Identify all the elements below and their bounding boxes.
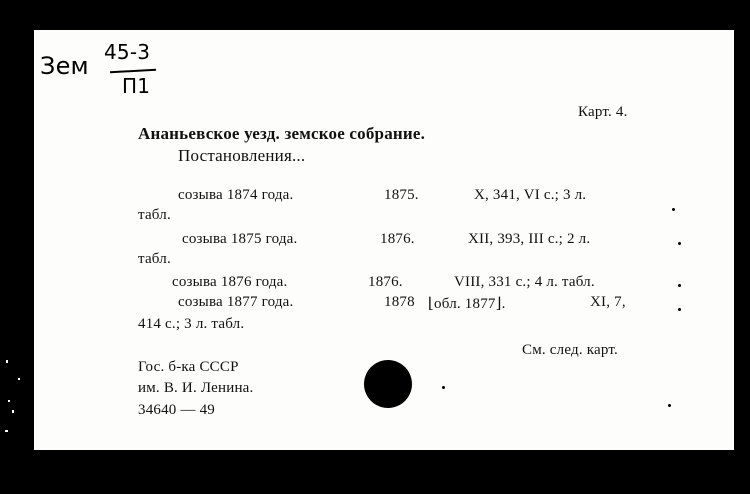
entry-year: 1875.	[384, 187, 419, 203]
library-dedication: им. В. И. Ленина.	[138, 380, 254, 396]
edge-speck	[5, 430, 8, 432]
entry-continuation: табл.	[138, 207, 171, 223]
entry-details: VIII, 331 с.; 4 л. табл.	[454, 274, 595, 290]
handwritten-prefix: Зем	[40, 52, 89, 80]
stray-mark	[442, 386, 445, 389]
card-number: Карт. 4.	[578, 104, 628, 120]
entry-year: 1876.	[380, 231, 415, 247]
handwritten-fraction-line	[110, 69, 156, 73]
entry-session: созыва 1877 года.	[178, 294, 294, 310]
edge-speck	[8, 400, 10, 402]
entry-year: 1878	[384, 294, 415, 310]
edge-speck	[18, 378, 20, 380]
entry-continuation: 414 с.; 3 л. табл.	[138, 316, 245, 332]
stray-mark	[678, 242, 681, 245]
entry-details: XII, 393, III с.; 2 л.	[468, 231, 591, 247]
stray-mark	[668, 404, 671, 407]
entry-continuation: табл.	[138, 251, 171, 267]
entry-session: созыва 1875 года.	[182, 231, 298, 247]
card-heading: Ананьевское уезд. земское собрание.	[138, 124, 426, 143]
entry-year: 1876.	[368, 274, 403, 290]
edge-speck	[6, 360, 8, 363]
card-subheading: Постановления...	[178, 146, 306, 165]
stray-mark	[678, 308, 681, 311]
entry-bracket-note: ⌊обл. 1877⌋.	[428, 296, 506, 312]
edge-speck	[12, 410, 14, 413]
punch-hole	[364, 360, 412, 408]
handwritten-numerator: 45-3	[104, 40, 151, 64]
stray-mark	[672, 208, 675, 211]
entry-session: созыва 1876 года.	[172, 274, 288, 290]
catalog-card	[34, 30, 734, 450]
see-next-card: См. след. карт.	[522, 342, 618, 358]
entry-session: созыва 1874 года.	[178, 187, 294, 203]
stray-mark	[678, 284, 681, 287]
handwritten-denominator: П1	[122, 74, 151, 98]
entry-details: XI, 7,	[590, 294, 626, 310]
entry-details: X, 341, VI с.; 3 л.	[474, 187, 587, 203]
library-name: Гос. б-ка СССР	[138, 359, 239, 375]
library-number: 34640 — 49	[138, 402, 215, 418]
